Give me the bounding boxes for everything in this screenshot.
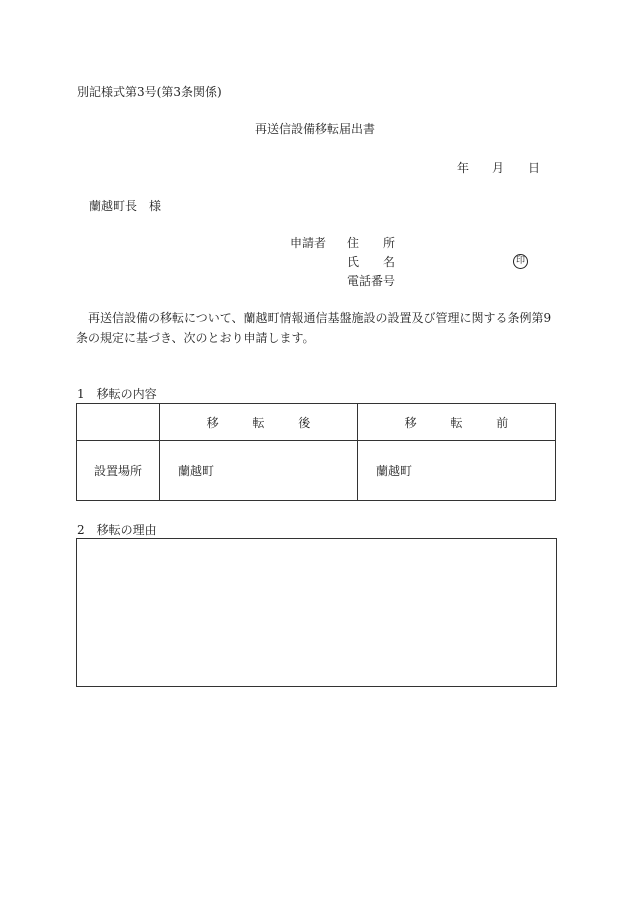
header-before: 移 転 前 (358, 404, 556, 441)
body-text: 再送信設備の移転について、蘭越町情報通信基盤施設の設置及び管理に関する条例第9条の規定に基づき、次のとおり申請します。 (76, 311, 552, 345)
header-after: 移 転 後 (160, 404, 358, 441)
table-header-row (77, 404, 556, 441)
name-label: 氏 名 (347, 255, 396, 269)
addressee: 蘭越町長 様 (89, 199, 162, 213)
section2-heading: 2 移転の理由 (77, 523, 157, 537)
date-year: 年 (457, 161, 470, 175)
reason-box (76, 538, 557, 687)
relocation-content-table (76, 403, 556, 501)
row-label-location: 設置場所 (77, 441, 160, 501)
after-location-cell: 蘭越町 (160, 441, 358, 501)
date-day: 日 (528, 161, 541, 175)
phone-label: 電話番号 (347, 274, 396, 288)
address-label: 住 所 (347, 236, 396, 250)
document-title: 再送信設備移転届出書 (254, 122, 375, 136)
header-empty-cell (77, 404, 160, 441)
seal-mark: 印 (513, 254, 528, 269)
applicant-label: 申請者 (290, 236, 327, 250)
table-row (77, 441, 556, 501)
date-month: 月 (492, 161, 505, 175)
before-location-cell: 蘭越町 (358, 441, 556, 501)
form-number: 別記様式第3号(第3条関係) (77, 85, 222, 99)
section1-heading: 1 移転の内容 (77, 387, 157, 401)
